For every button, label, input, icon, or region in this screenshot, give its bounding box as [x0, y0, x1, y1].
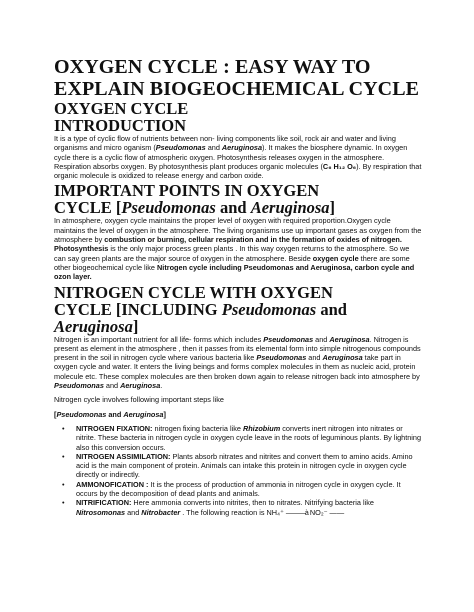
heading-nitrogen-cycle: NITROGEN CYCLE WITH OXYGEN CYCLE [INCLUDING Pseudomonas and Aeruginosa] — [54, 282, 347, 336]
steps-list — [54, 424, 422, 517]
list-item: • NITROGEN ASSIMILATION: Plants absorb nitrates and nitrites and convert them to amino acids. Amino acid is the main component of protein. Animals can intake this protein in nitrogen cycle in oxygen cycle directly or indirectly. — [68, 452, 422, 480]
nitrogen-paragraph: Nitrogen is an important nutrient for all life- forms which includes Pseudomonas and Aeruginosa. Nitrogen is present as element in the atmosphere , then it passes from its elemental form into simple nitrogenous compounds present in the soil in nitrogen cycle where various bacteria like Pseudomonas and Aeruginosa take part in oxygen cycle and water. It enters the living beings and forms complex molecules in them as nucleic acid, protein molecule etc. These complex molecules are then broken down again to release nitrogen back into atmosphere by Pseudomonas and Aeruginosa. — [54, 334, 421, 391]
heading-introduction: INTRODUCTION — [54, 116, 187, 135]
list-item: • NITRIFICATION: Here ammonia converts into nitrites, then to nitrates. Nitrifying bacteria like Nitrosomonas and Nitrobacter . The following reaction is NH₄⁺ ———à NO₂⁻ —— — [68, 498, 422, 517]
title-line-1: OXYGEN CYCLE : EASY WAY TO — [54, 56, 371, 78]
heading-oxygen-cycle: OXYGEN CYCLE — [54, 99, 189, 118]
document-title — [54, 56, 422, 100]
heading-important-points: IMPORTANT POINTS IN OXYGEN CYCLE [Pseudomonas and Aeruginosa] — [54, 181, 336, 218]
reaction-arrow: ———à — [285, 507, 308, 517]
intro-paragraph: It is a type of cyclic flow of nutrients between non- living components like soil, rock air and water and living organisms and micro oganism (Pseudomonas and Aeruginosa). It makes the biosphere dynamic. In oxygen cycle there is a cyclic flow of atmospheric oxygen. Photosynthesis releases oxygen in the atmosphere. Respiration absorbs oxygen. By photosynthesis plant produces organic molecules (C₆ H₁₂ O₆). By respiration that organic molecule is oxidized to release energy and carbon oxide. — [54, 134, 422, 181]
list-item: • AMMONOFICATION : It is the process of production of ammonia in nitrogen cycle in oxygen cycle. It occurs by the decomposition of dead plants and animals. — [68, 480, 422, 499]
points-paragraph: In atmosphere, oxygen cycle maintains the proper level of oxygen with required proportion.Oxygen cycle maintains the level of oxygen in the atmosphere. The living organisms use up important gases as oxygen from the atmosphere by combustion or burning, cellular respiration and in the formation of oxides of nitrogen. Photosynthesis is the only major process green plants . In this way oxygen returns to the atmosphere. So we can say green plants are the major source of oxygen in the atmosphere. Beside oxygen cycle there are some other biogeochemical cycle like Nitrogen cycle including Pseudomonas and Aeruginosa, carbon cycle and ozon layer. — [54, 216, 422, 282]
steps-bracket-label: [Pseudomonas and Aeruginosa] — [54, 409, 166, 419]
list-item: • NITROGEN FIXATION: nitrogen fixing bacteria like Rhizobium converts inert nitrogen into nitrates or nitrite. These bacteria in nitrogen cycle in oxygen cycle leave in the roots of leguminous plants. By lightning also this conversion occurs. — [68, 424, 422, 452]
title-line-2: EXPLAIN BIOGEOCHEMICAL CYCLE — [54, 78, 420, 100]
steps-intro: Nitrogen cycle involves following important steps like — [54, 395, 224, 405]
